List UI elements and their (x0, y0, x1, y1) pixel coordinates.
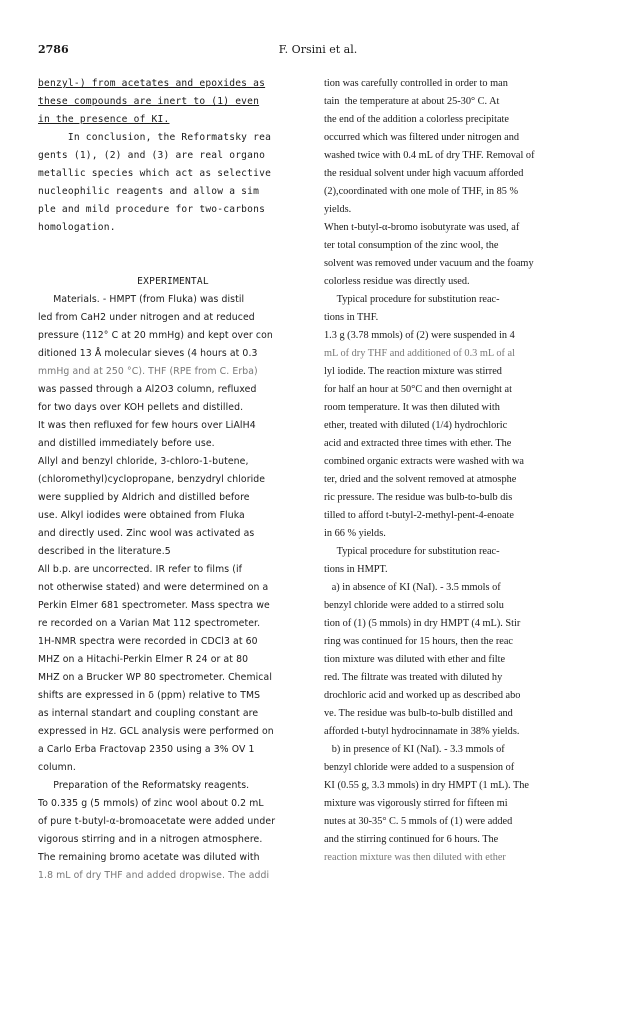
text-line-content: drochloric acid and worked up as described abo (324, 690, 521, 701)
text-line-content: Typical procedure for substitution reac- (324, 294, 500, 305)
text-line (38, 489, 308, 507)
text-line (38, 723, 308, 741)
text-line-content: expressed in Hz. GCL analysis were performed on (38, 726, 274, 737)
text-line-content: of pure t-butyl-α-bromoacetate were added under (38, 816, 276, 827)
text-line (38, 183, 308, 201)
text-line-content: afforded t-butyl hydrocinnamate in 38% yields. (324, 726, 520, 737)
text-line (38, 687, 308, 705)
text-line (38, 615, 308, 633)
text-line (38, 381, 308, 399)
text-line (324, 237, 600, 255)
text-line-content: these compounds are inert to (1) even (38, 96, 260, 107)
text-line (324, 255, 600, 273)
text-line (324, 705, 600, 723)
text-line (324, 399, 600, 417)
text-line-content: metallic species which act as selective (38, 168, 272, 179)
text-line-content: benzyl chloride were added to a suspension of (324, 762, 515, 773)
text-line (38, 849, 308, 867)
text-line (38, 327, 308, 345)
text-line (38, 669, 308, 687)
text-line (38, 579, 308, 597)
text-line-content: a Carlo Erba Fractovap 2350 using a 3% OV 1 (38, 744, 255, 755)
text-line-content: described in the literature.5 (38, 546, 171, 557)
text-line-content: use. Alkyl iodides were obtained from Fluka (38, 510, 245, 521)
text-line-content: vigorous stirring and in a nitrogen atmosphere. (38, 834, 263, 845)
text-line (38, 291, 308, 309)
text-line (324, 327, 600, 345)
text-line-content: as internal standart and coupling constant are (38, 708, 259, 719)
text-line (324, 111, 600, 129)
text-line (324, 687, 600, 705)
text-line-content: benzyl-) from acetates and epoxides as (38, 78, 266, 89)
text-line-content: colorless residue was directly used. (324, 276, 470, 287)
text-line-content: ple and mild procedure for two-carbons (38, 204, 266, 215)
text-line-content: acid and extracted three times with ether. The (324, 438, 512, 449)
text-line (324, 435, 600, 453)
text-line-content: was passed through a Al2O3 column, refluxed (38, 384, 257, 395)
text-line-content: benzyl chloride were added to a stirred solu (324, 600, 504, 611)
text-line (324, 507, 600, 525)
text-line (324, 525, 600, 543)
text-line (324, 363, 600, 381)
text-line-content: In conclusion, the Reformatsky rea (38, 132, 272, 143)
text-line-content: gents (1), (2) and (3) are real organo (38, 150, 266, 161)
text-line-content: the residual solvent under high vacuum afforded (324, 168, 524, 179)
text-line (324, 309, 600, 327)
text-line (38, 201, 308, 219)
text-line-content: ditioned 13 Å molecular sieves (4 hours at 0.3 (38, 348, 258, 359)
text-line-content: tain the temperature at about 25-30° C. At (324, 96, 500, 107)
text-line (38, 543, 308, 561)
text-line-content: nucleophilic reagents and allow a sim (38, 186, 260, 197)
text-line-content: Materials. - HMPT (from Fluka) was distil (38, 294, 245, 305)
text-line (324, 183, 600, 201)
text-line (38, 597, 308, 615)
text-line-content: homologation. (38, 222, 116, 233)
text-line (38, 741, 308, 759)
text-line-content: tions in HMPT. (324, 564, 388, 575)
text-line (324, 219, 600, 237)
text-line (324, 381, 600, 399)
text-line (324, 561, 600, 579)
text-line-content: nutes at 30-35° C. 5 mmols of (1) were added (324, 816, 513, 827)
text-line-content: not otherwise stated) and were determined on a (38, 582, 269, 593)
text-line-content: were supplied by Aldrich and distilled before (38, 492, 250, 503)
text-line (38, 273, 308, 291)
text-line-content: occurred which was filtered under nitrogen and (324, 132, 519, 143)
text-line (38, 507, 308, 525)
text-line (38, 471, 308, 489)
page-header (38, 43, 598, 59)
text-line-content: and distilled immediately before use. (38, 438, 215, 449)
text-line (38, 129, 308, 147)
text-line-content: ric pressure. The residue was bulb-to-bulb dis (324, 492, 513, 503)
right-column (324, 75, 600, 867)
text-line (38, 345, 308, 363)
text-line-content: Preparation of the Reformatsky reagents. (38, 780, 250, 791)
text-line-content: red. The filtrate was treated with diluted hy (324, 672, 503, 683)
text-line-content: MHZ on a Brucker WP 80 spectrometer. Chemical (38, 672, 272, 683)
text-line-content: for half an hour at 50°C and then overnight at (324, 384, 512, 395)
text-line (38, 363, 308, 381)
text-line (324, 489, 600, 507)
text-line-content: KI (0.55 g, 3.3 mmols) in dry HMPT (1 mL). The (324, 780, 529, 791)
text-line-content: 1.8 mL of dry THF and added dropwise. The addi (38, 870, 270, 881)
text-line-content: mL of dry THF and additioned of 0.3 mL of al (324, 348, 515, 359)
text-line-content: ether, treated with diluted (1/4) hydrochloric (324, 420, 508, 431)
text-line (324, 93, 600, 111)
text-line (38, 633, 308, 651)
text-line-content: tilled to afford t-butyl-2-methyl-pent-4-enoate (324, 510, 514, 521)
text-line-content: 1H-NMR spectra were recorded in CDCl3 at 60 (38, 636, 258, 647)
text-line-content: re recorded on a Varian Mat 112 spectrometer. (38, 618, 261, 629)
text-line (324, 849, 600, 867)
text-line-content: and the stirring continued for 6 hours. The (324, 834, 499, 845)
text-line (324, 165, 600, 183)
text-line-content: ter, dried and the solvent removed at atmosphe (324, 474, 517, 485)
text-line-content: ve. The residue was bulb-to-bulb distilled and (324, 708, 513, 719)
text-line (38, 561, 308, 579)
text-line-content: lyl iodide. The reaction mixture was stirred (324, 366, 502, 377)
text-line (324, 147, 600, 165)
text-line-content: ter total consumption of the zinc wool, the (324, 240, 499, 251)
text-line-content: All b.p. are uncorrected. IR refer to films (if (38, 564, 243, 575)
text-line-content: When t-butyl-α-bromo isobutyrate was used, af (324, 222, 520, 233)
text-line (324, 795, 600, 813)
text-line (38, 237, 308, 255)
text-line (38, 705, 308, 723)
text-line (324, 75, 600, 93)
text-line-content: The remaining bromo acetate was diluted with (38, 852, 260, 863)
text-line-content: the end of the addition a colorless precipitate (324, 114, 509, 125)
text-line (38, 111, 308, 129)
text-line-content: for two days over KOH pellets and distilled. (38, 402, 244, 413)
text-line-content: washed twice with 0.4 mL of dry THF. Removal of (324, 150, 535, 161)
text-line-content: and directly used. Zinc wool was activated as (38, 528, 255, 539)
text-line-content: To 0.335 g (5 mmols) of zinc wool about 0.2 mL (38, 798, 264, 809)
text-line (38, 813, 308, 831)
text-line-content: Allyl and benzyl chloride, 3-chloro-1-butene, (38, 456, 249, 467)
text-line-content: tion of (1) (5 mmols) in dry HMPT (4 mL). Stir (324, 618, 521, 629)
text-line (38, 525, 308, 543)
text-line-content: reaction mixture was then diluted with ether (324, 852, 506, 863)
text-line (324, 741, 600, 759)
text-line (324, 831, 600, 849)
text-line (38, 867, 308, 885)
text-line-content: b) in presence of KI (NaI). - 3.3 mmols of (324, 744, 505, 755)
text-line-content: pressure (112° C at 20 mmHg) and kept over con (38, 330, 273, 341)
text-line (38, 453, 308, 471)
text-line-content: It was then refluxed for few hours over LiAlH4 (38, 420, 256, 431)
text-line (324, 417, 600, 435)
text-line (324, 201, 600, 219)
text-line (38, 795, 308, 813)
text-line-content: solvent was removed under vacuum and the foamy (324, 258, 534, 269)
text-line (38, 309, 308, 327)
text-line-content: tion was carefully controlled in order to man (324, 78, 508, 89)
text-line (38, 165, 308, 183)
text-line (38, 651, 308, 669)
text-line-content: MHZ on a Hitachi-Perkin Elmer R 24 or at 80 (38, 654, 249, 665)
text-line (38, 399, 308, 417)
text-line (324, 471, 600, 489)
text-line (38, 147, 308, 165)
text-line-content: 1.3 g (3.78 mmols) of (2) were suspended in 4 (324, 330, 515, 341)
text-line (324, 579, 600, 597)
text-line (324, 129, 600, 147)
text-line-content: (2),coordinated with one mole of THF, in 85 % (324, 186, 519, 197)
text-line (324, 759, 600, 777)
text-line (38, 435, 308, 453)
text-line (324, 723, 600, 741)
text-line-content: room temperature. It was then diluted with (324, 402, 500, 413)
text-line-content: shifts are expressed in δ (ppm) relative to TMS (38, 690, 261, 701)
text-line (38, 219, 308, 237)
text-line-content: mixture was vigorously stirred for fifteen mi (324, 798, 508, 809)
text-line-content: Typical procedure for substitution reac- (324, 546, 500, 557)
text-line-content: tions in THF. (324, 312, 379, 323)
text-line (324, 291, 600, 309)
text-line-content: ring was continued for 15 hours, then the reac (324, 636, 514, 647)
text-line (324, 813, 600, 831)
text-line (324, 615, 600, 633)
left-column (38, 75, 308, 885)
text-line-content: combined organic extracts were washed with wa (324, 456, 524, 467)
text-line-content: Perkin Elmer 681 spectrometer. Mass spectra we (38, 600, 270, 611)
text-line-content: tion mixture was diluted with ether and filte (324, 654, 506, 665)
text-line-content: led from CaH2 under nitrogen and at reduced (38, 312, 255, 323)
text-line (38, 777, 308, 795)
text-line (324, 345, 600, 363)
text-line-content: column. (38, 762, 76, 773)
text-line (324, 543, 600, 561)
text-line-content: in 66 % yields. (324, 528, 386, 539)
text-line-content: (chloromethyl)cyclopropane, benzydryl chloride (38, 474, 266, 485)
text-line-content: EXPERIMENTAL (137, 276, 209, 287)
text-line (38, 417, 308, 435)
text-line (324, 597, 600, 615)
text-line (324, 633, 600, 651)
text-line-content: a) in absence of KI (NaI). - 3.5 mmols of (324, 582, 501, 593)
text-line (38, 255, 308, 273)
text-line (324, 651, 600, 669)
running-head: F. Orsini et al. (278, 43, 358, 56)
text-line (38, 831, 308, 849)
text-line (324, 453, 600, 471)
text-line (324, 273, 600, 291)
text-line (38, 759, 308, 777)
text-line (38, 75, 308, 93)
text-line-content: mmHg and at 250 °C). THF (RPE from C. Erba) (38, 366, 258, 377)
text-line (324, 669, 600, 687)
text-line-content: yields. (324, 204, 352, 215)
text-line (324, 777, 600, 795)
text-line-content: in the presence of KI. (38, 114, 170, 125)
text-line (38, 93, 308, 111)
page-number: 2786 (38, 43, 69, 56)
